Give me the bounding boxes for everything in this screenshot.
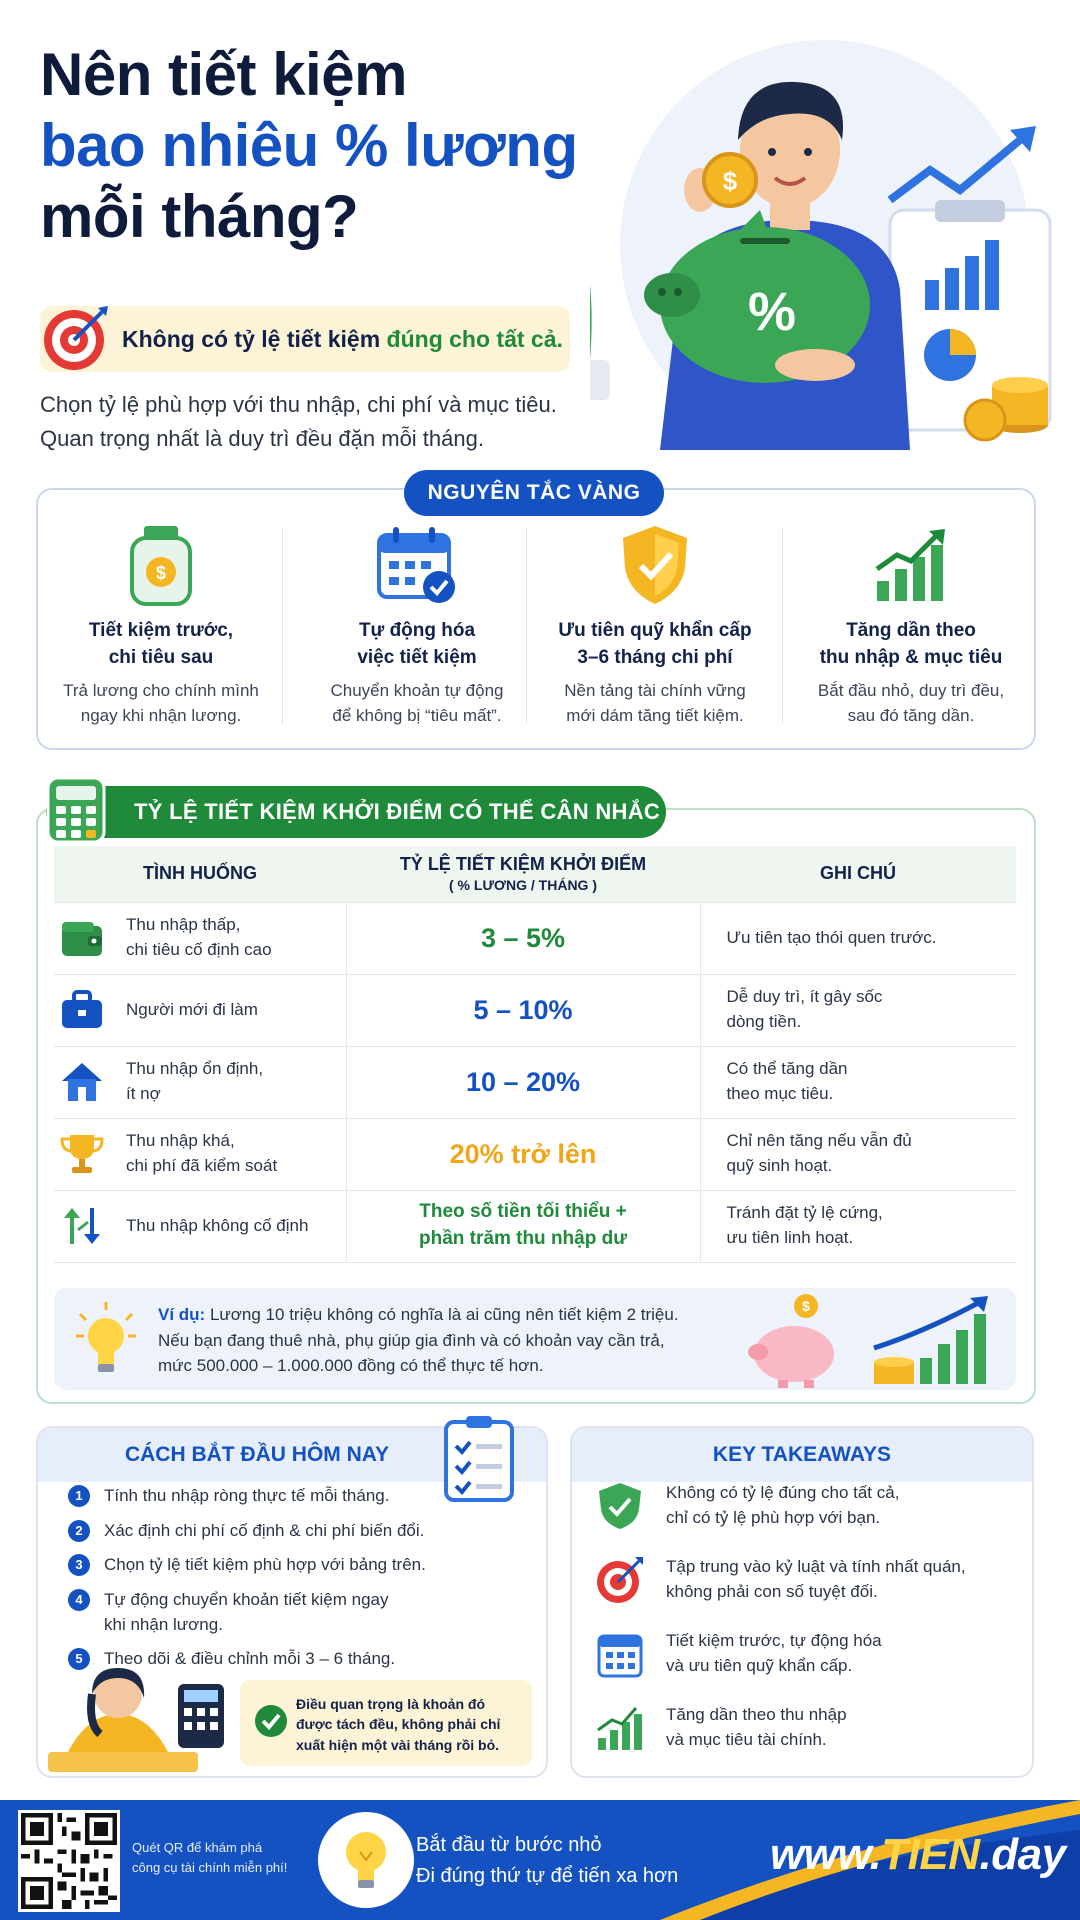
coin-icon bbox=[704, 154, 756, 206]
svg-text:$: $ bbox=[802, 1298, 810, 1314]
savings-rate-badge: TỶ LỆ TIẾT KIỆM KHỞI ĐIỂM CÓ THỂ CÂN NHẮC bbox=[46, 786, 666, 838]
col-note: GHI CHÚ bbox=[700, 846, 1016, 902]
page-title bbox=[40, 40, 660, 252]
takeaways-list bbox=[594, 1480, 1026, 1776]
rule-desc: Chuyển khoản tự động để không bị “tiêu mất”. bbox=[330, 681, 504, 725]
list-item: Tập trung vào kỷ luật và tính nhất quán, không phải con số tuyệt đối. bbox=[594, 1554, 1026, 1606]
table-row bbox=[54, 1118, 1016, 1190]
rule-desc: Bắt đầu nhỏ, duy trì đều, sau đó tăng dần. bbox=[817, 681, 1005, 725]
rate-note: Tránh đặt tỷ lệ cứng, ưu tiên linh hoạt. bbox=[726, 1203, 883, 1247]
rule-title: Tiết kiệm trước, chi tiêu sau bbox=[88, 620, 234, 668]
list-item: 5 Theo dõi & điều chỉnh mỗi 3 – 6 tháng. bbox=[68, 1647, 508, 1672]
piggy-bank-icon bbox=[748, 1294, 834, 1388]
hero-illustration bbox=[590, 30, 1060, 460]
growth-chart-icon bbox=[871, 525, 951, 605]
rule-desc: Nền tảng tài chính vững mới dám tăng tiết kiệm. bbox=[564, 681, 746, 725]
intro-line-2: Quan trọng nhất là duy trì đều đặn mỗi tháng. bbox=[40, 426, 484, 452]
tip-box bbox=[240, 1680, 532, 1766]
lightbulb-icon bbox=[76, 1302, 136, 1376]
rate-note: Chỉ nên tăng nếu vẫn đủ quỹ sinh hoạt. bbox=[726, 1131, 912, 1175]
calendar-check-icon bbox=[375, 525, 459, 605]
rule-automate bbox=[292, 520, 542, 740]
list-item: 4 Tự động chuyển khoản tiết kiệm ngay khi nhận lương. bbox=[68, 1588, 508, 1637]
woman-calculator-illustration bbox=[48, 1664, 238, 1774]
divider bbox=[526, 528, 527, 724]
example-text: Lương 10 triệu không có nghĩa là ai cũng nên tiết kiệm 2 triệu. Nếu bạn đang thuê nhà, phụ giúp gia đình và có khoản vay cần trả, mức 500.000 – 1.000.000 đồng có thể thực tế hơn. bbox=[158, 1305, 679, 1375]
col-rate: TỶ LỆ TIẾT KIỆM KHỞI ĐIỂM ( % LƯƠNG / THÁNG ) bbox=[346, 846, 700, 902]
calendar-icon bbox=[594, 1628, 646, 1680]
briefcase-icon bbox=[60, 988, 104, 1032]
col-rate-sub: ( % LƯƠNG / THÁNG ) bbox=[449, 877, 597, 894]
example-label: Ví dụ: bbox=[158, 1305, 206, 1324]
example-box bbox=[54, 1288, 1016, 1390]
footer-slogan: Bắt đầu từ bước nhỏ Đi đúng thứ tự để tiến xa hơn bbox=[416, 1834, 679, 1887]
divider bbox=[282, 528, 283, 724]
tagline-highlight: đúng cho tất cả. bbox=[386, 326, 563, 352]
plant-icon bbox=[590, 250, 610, 400]
intro-line-1: Chọn tỷ lệ phù hợp với thu nhập, chi phí và mục tiêu. bbox=[40, 392, 557, 417]
divider bbox=[782, 528, 783, 724]
table-header-row bbox=[54, 846, 1016, 902]
piggy-symbol: % bbox=[747, 282, 797, 342]
trophy-icon bbox=[60, 1132, 104, 1176]
list-item: Không có tỷ lệ đúng cho tất cả, chỉ có tỷ lệ phù hợp với bạn. bbox=[594, 1480, 1026, 1532]
house-icon bbox=[60, 1060, 104, 1104]
svg-text:$: $ bbox=[155, 563, 167, 583]
rule-title: Tự động hóa việc tiết kiệm bbox=[357, 620, 477, 668]
title-line-1: Nên tiết kiệm bbox=[40, 41, 407, 108]
list-item: Tiết kiệm trước, tự động hóa và ưu tiên quỹ khẩn cấp. bbox=[594, 1628, 1026, 1680]
lightbulb-icon bbox=[340, 1826, 392, 1894]
title-line-2: bao nhiêu % lương bbox=[40, 111, 578, 179]
col-situation: TÌNH HUỐNG bbox=[54, 846, 346, 902]
list-item: Tăng dần theo thu nhập và mục tiêu tài chính. bbox=[594, 1702, 1026, 1754]
intro-text bbox=[40, 388, 660, 456]
table-row bbox=[54, 974, 1016, 1046]
rule-increase-gradually bbox=[786, 520, 1036, 740]
list-item: 2 Xác định chi phí cố định & chi phí biến đổi. bbox=[68, 1519, 508, 1544]
rate-note: Ưu tiên tạo thói quen trước. bbox=[726, 927, 937, 947]
situation-label: Thu nhập thấp, chi tiêu cố định cao bbox=[126, 915, 272, 959]
rule-save-first bbox=[36, 520, 286, 740]
target-icon bbox=[40, 302, 112, 374]
how-to-start-title: CÁCH BẮT ĐẦU HÔM NAY bbox=[38, 1428, 546, 1482]
rate-value: 3 – 5% bbox=[480, 922, 566, 953]
rule-desc: Trả lương cho chính mình ngay khi nhận lương. bbox=[63, 681, 259, 725]
qr-caption: Quét QR để khám phá công cụ tài chính miễn phí! bbox=[132, 1840, 288, 1875]
table-row bbox=[54, 902, 1016, 974]
rate-note: Dễ duy trì, ít gây sốc dòng tiền. bbox=[726, 987, 883, 1031]
situation-label: Thu nhập không cố định bbox=[126, 1215, 309, 1235]
rule-title: Tăng dần theo thu nhập & mục tiêu bbox=[819, 620, 1003, 668]
situation-label: Thu nhập khá, chi phí đã kiểm soát bbox=[126, 1131, 278, 1175]
brand-logo[interactable]: www.TIEN.day bbox=[770, 1830, 1066, 1879]
calculator-icon bbox=[178, 1684, 224, 1748]
key-takeaways-title: KEY TAKEAWAYS bbox=[572, 1428, 1032, 1482]
wallet-icon bbox=[60, 916, 104, 960]
tagline-main: Không có tỷ lệ tiết kiệm bbox=[122, 326, 387, 352]
calculator-icon bbox=[42, 776, 110, 844]
rate-value: Theo số tiền tối thiểu + phần trăm thu nhập dư bbox=[419, 1201, 627, 1249]
situation-label: Người mới đi làm bbox=[126, 999, 258, 1019]
tip-text: Điều quan trọng là khoản đó được tách đều, không phải chỉ xuất hiện một vài tháng rồi bỏ. bbox=[296, 1696, 501, 1753]
golden-rules-badge: NGUYÊN TẮC VÀNG bbox=[404, 470, 664, 516]
growth-chart-icon bbox=[594, 1702, 646, 1754]
title-line-3: mỗi tháng? bbox=[40, 182, 359, 250]
rule-emergency-fund bbox=[530, 520, 780, 740]
rate-value: 10 – 20% bbox=[465, 1066, 581, 1097]
rate-value: 20% trở lên bbox=[449, 1138, 597, 1169]
rate-value: 5 – 10% bbox=[473, 994, 573, 1025]
coin-jar-icon bbox=[126, 524, 196, 606]
arrows-updown-icon bbox=[60, 1204, 104, 1248]
piggy-growth-illustration bbox=[744, 1292, 994, 1388]
steps-list bbox=[68, 1484, 508, 1682]
coin-symbol: $ bbox=[722, 166, 738, 196]
list-item: 1 Tính thu nhập ròng thực tế mỗi tháng. bbox=[68, 1484, 508, 1509]
situation-label: Thu nhập ổn định, ít nợ bbox=[126, 1059, 264, 1103]
footer-bulb-badge bbox=[318, 1812, 414, 1908]
coin-stack-icon bbox=[874, 1357, 914, 1384]
qr-code[interactable] bbox=[18, 1810, 120, 1912]
list-item: 3 Chọn tỷ lệ tiết kiệm phù hợp với bảng trên. bbox=[68, 1553, 508, 1578]
rule-title: Ưu tiên quỹ khẩn cấp 3–6 tháng chi phí bbox=[558, 620, 752, 668]
shield-check-icon bbox=[619, 524, 691, 606]
check-circle-icon bbox=[254, 1704, 288, 1738]
savings-rate-table bbox=[54, 846, 1016, 1263]
table-row bbox=[54, 1046, 1016, 1118]
shield-check-icon bbox=[594, 1480, 646, 1532]
target-icon bbox=[594, 1554, 646, 1606]
rate-note: Có thể tăng dần theo mục tiêu. bbox=[726, 1059, 848, 1103]
tagline-pill bbox=[40, 306, 570, 372]
table-row bbox=[54, 1190, 1016, 1262]
